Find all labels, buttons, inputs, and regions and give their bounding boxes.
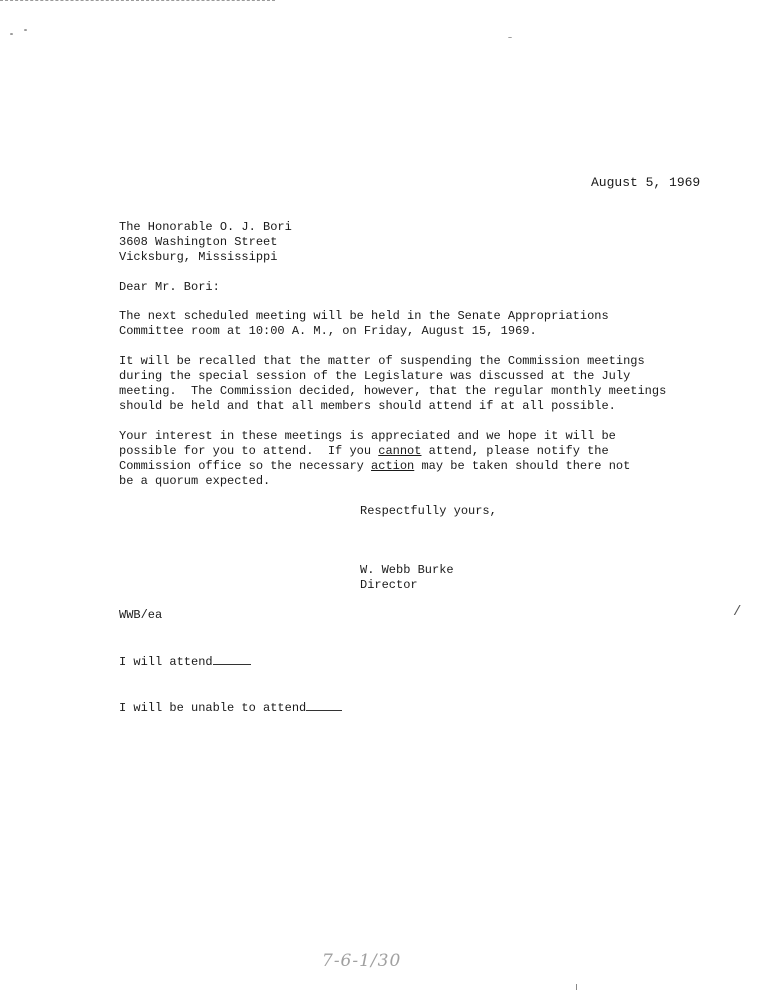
reply-attend-label: I will attend (119, 655, 213, 669)
recipient-name: The Honorable O. J. Bori (119, 220, 292, 234)
paragraph-line: meeting. The Commission decided, however, that the regular monthly meetings (119, 384, 667, 398)
reply-unable-line (119, 698, 342, 716)
paragraph-line: be a quorum expected. (119, 474, 271, 488)
page-top-edge (0, 0, 275, 1)
paragraph-line: The next scheduled meeting will be held in the Senate Appropriations (119, 309, 609, 323)
paragraph-line: Your interest in these meetings is appreciated and we hope it will be (119, 429, 616, 443)
paragraph-line: should be held and that all members should attend if at all possible. (119, 399, 616, 413)
signer-title: Director (360, 578, 418, 592)
paragraph-line: It will be recalled that the matter of suspending the Commission meetings (119, 354, 645, 368)
reply-unable-label: I will be unable to attend (119, 701, 307, 715)
text-run: possible for you to attend. If you (119, 444, 379, 458)
scan-speck (10, 33, 13, 35)
reply-unable-blank[interactable] (306, 698, 342, 711)
complimentary-closing: Respectfully yours, (360, 504, 497, 518)
margin-mark: / (733, 604, 742, 620)
reply-attend-blank[interactable] (213, 654, 251, 665)
paragraph-line (119, 444, 609, 459)
text-run: attend, please notify the (421, 444, 609, 458)
document-stamp: 7-6-1/30 (322, 951, 402, 971)
recipient-street: 3608 Washington Street (119, 235, 278, 249)
recipient-city: Vicksburg, Mississippi (119, 250, 278, 264)
reply-attend-line (119, 654, 251, 670)
paragraph-line: Committee room at 10:00 A. M., on Friday, August 15, 1969. (119, 324, 537, 338)
scan-speck (508, 37, 512, 38)
text-run: Commission office so the necessary (119, 459, 372, 473)
reference-initials: WWB/ea (119, 608, 163, 622)
emphasized-word: cannot (378, 444, 422, 458)
salutation: Dear Mr. Bori: (119, 280, 220, 294)
paragraph-line: during the special session of the Legislature was discussed at the July (119, 369, 631, 383)
emphasized-word: action (371, 459, 415, 473)
scan-tick-mark (576, 984, 577, 990)
signer-name: W. Webb Burke (360, 563, 454, 577)
letter-date: August 5, 1969 (591, 175, 701, 190)
text-run: may be taken should there not (414, 459, 631, 473)
scan-speck (24, 29, 27, 31)
paragraph-line (119, 459, 630, 474)
